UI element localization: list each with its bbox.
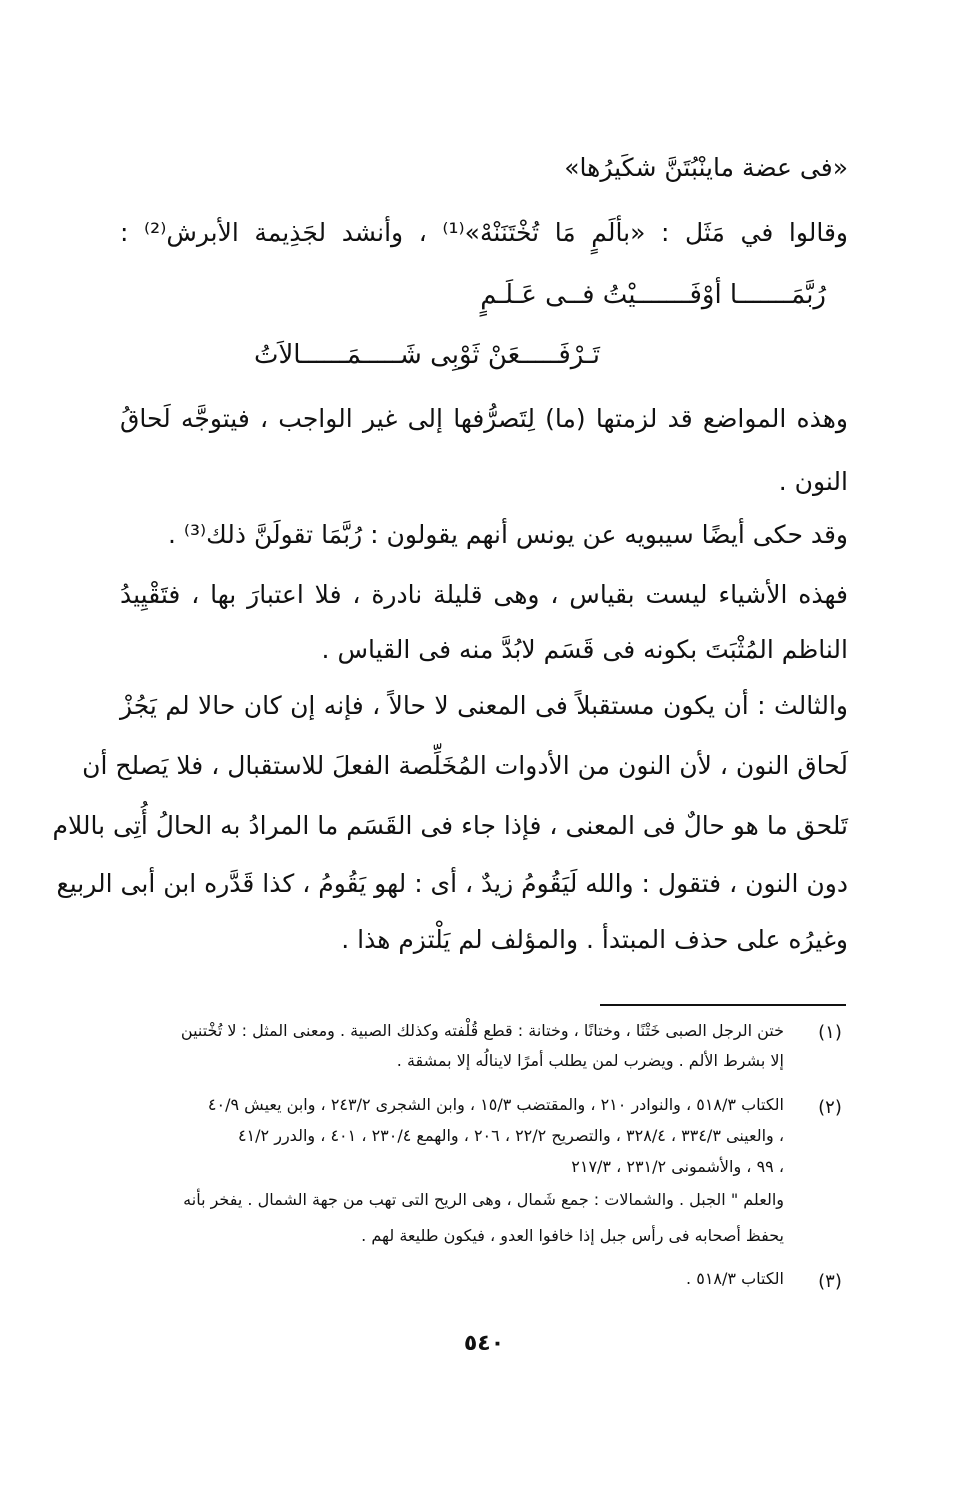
paragraph-2-line-1: وقد حكى أيضًا سيبويه عن يونس أنهم يقولون : رُبَّمَا تقولَنَّ ذلك⁽³⁾ .: [167, 520, 848, 549]
footnote-1-line-1: ختن الرجل الصبى خَتْنًا ، وختانًا ، وختانة : قطع قُلْفته وكذلك الصبية . ومعنى المثل : لا تُخْتنين: [180, 1021, 784, 1040]
proverb-line: وقالوا في مَثَل : «بألَمٍ مَا تُخْتَنَنْهْ»⁽¹⁾ ، وأنشد لجَذِيمة الأبرش⁽²⁾ :: [120, 218, 848, 247]
page-number: ٥٤٠: [463, 1331, 505, 1356]
paragraph-4-line-4: دون النون ، فتقول : والله لَيَقُومُ زيدٌ ، أى : لهو يَقُومُ ، كذا قَدَّره ابن أبى الربيع: [56, 869, 848, 898]
paragraph-3-line-2: الناظم المُثْبَتَ بكونه فى قَسَم لابُدَّ منه فى القياس .: [321, 635, 848, 664]
footnote-2-line-1: الكتاب ٥١٨/٣ ، والنوادر ٢١٠ ، والمقتضب ١٥/٣ ، وابن الشجرى ٢٤٣/٢ ، وابن يعيش ٤٠/٩: [207, 1095, 784, 1114]
footnote-2-line-2: ، والعينى ٣٣٤/٣ ، ٣٢٨/٤ ، والتصريح ٢٢/٢ ، ٢٠٦ ، والهمع ٢٣٠/٤ ، ٤٠١ ، والدرر ٤١/٢: [237, 1126, 784, 1145]
paragraph-4-line-3: تَلحق ما هو حالٌ فى المعنى ، فإذا جاء فى القَسَم ما المرادُ به الحالُ أُتِى باللام: [52, 811, 848, 840]
footnote-2-number: (٢): [818, 1097, 842, 1118]
paragraph-4-line-1: والثالث : أن يكون مستقبلاً فى المعنى لا حالاً ، فإنه إن كان حالا لم يَجُزْ: [120, 691, 848, 720]
footnote-separator: [600, 1004, 846, 1006]
footnote-1-line-2: إلا بشرط الألم . ويضرب لمن يطلب أمرًا لاينالُه إلا بمشقة .: [396, 1051, 784, 1070]
paragraph-3-line-1: فهذه الأشياء ليست بقياس ، وهى قليلة نادرة ، فلا اعتبارَ بها ، فتَقْيِيدُ: [120, 580, 848, 609]
footnote-3-number: (٣): [818, 1271, 842, 1292]
verse-line-2: تَـرْفَـــــعَنْ ثَوْبِى شَـــــمَــــــالاَتُ: [254, 340, 600, 370]
paragraph-4-line-2: لَحاق النون ، لأن النون من الأدوات المُخَلِّصة الفعلَ للاستقبال ، فلا يَصلح أن: [82, 751, 848, 780]
verse-line-1: رُبَّمَـــــــا أوْفَـــــــيْتُ فــى عَـلَـمٍ: [480, 280, 826, 310]
paragraph-1-line-2: النون .: [778, 467, 848, 496]
paragraph-1-line-1: وهذه المواضع قد لزمتها (ما) لِتَصرُّفها إلى غير الواجب ، فيتوجَّه لَحاقُ: [120, 404, 848, 433]
footnote-3-line-1: الكتاب ٥١٨/٣ .: [686, 1269, 784, 1288]
footnote-2-line-4: والعلم " الجبل . والشمالات : جمع شَمال ، وهى الريح التى تهب من جهة الشمال . يفخر بأنه: [183, 1190, 784, 1209]
footnote-1-number: (١): [818, 1022, 842, 1043]
paragraph-4-line-5: وغيرُه على حذف المبتدأ . والمؤلف لم يَلْتزم هذا .: [341, 925, 848, 954]
footnote-2-line-3: ، ٩٩ ، والأشمونى ٢٣١/٢ ، ٢١٧/٣: [571, 1157, 784, 1176]
footnote-2-line-5: يحفظ أصحابه فى رأس جبل إذا خافوا العدو ، فيكون طليعة لهم .: [361, 1226, 784, 1245]
quote-line: «فى عضة ماينْبُتَنَّ شكَيرُها»: [564, 153, 848, 182]
